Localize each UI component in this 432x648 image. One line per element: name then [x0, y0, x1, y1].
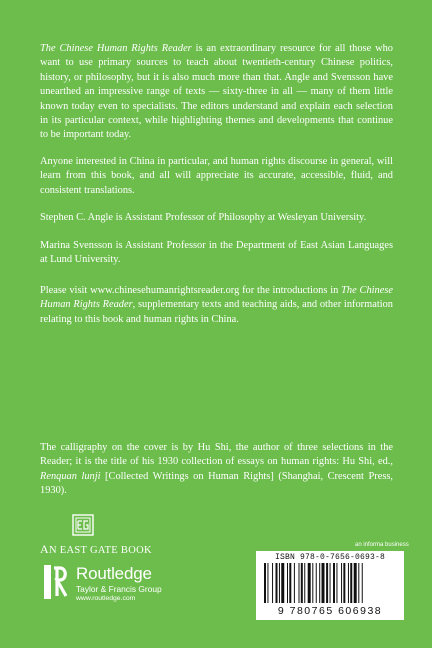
publisher-name: Routledge	[76, 564, 152, 583]
isbn-number: ISBN 978-0-7656-0693-8	[274, 553, 386, 562]
publisher-url: www.routledge.com	[76, 595, 136, 602]
intro-text: is an extraordinary resource for all those who want to use primary sources to teach about twentieth-century Chinese politics, history, or philosophy, but it is also much more than that. Angle and Svensson have unearthed an impressive range of texts — sixty-three in all — many of them little known today even to specialists. The editors understand and explain each selection in its particular context, while highlighting themes and developments that continue to be important today.	[40, 43, 393, 141]
publisher-group: Taylor & Francis Group	[76, 584, 162, 594]
author-bio-svensson: Marina Svensson is Assistant Professor in the Department of East Asian Languages at Lund University.	[40, 240, 393, 266]
informa-label: an informa business	[355, 542, 409, 548]
routledge-logo-icon	[44, 565, 70, 599]
intro-paragraph	[40, 42, 393, 143]
calligraphy-title: Renquan lunji	[40, 470, 101, 482]
book-title: The Chinese Human Rights Reader	[40, 285, 393, 311]
audience-paragraph: Anyone interested in China in particular, and human rights discourse in general, will learn from this book, and all will appreciate its accurate, accessible, fluid, and consistent translations.	[40, 156, 393, 196]
book-title: The Chinese Human Rights Reader	[40, 43, 192, 54]
calligraphy-note: The calligraphy on the cover is by Hu Shi, the author of three selections in the Reader; it is the title of his 1930 collection of essays on human rights: Hu Shi, ed., Renquan lunji [Collected Writings on Human Rights] (Shanghai, Crescent Press, 1930).	[40, 442, 393, 497]
barcode-image	[264, 563, 396, 603]
east-gate-logo-icon	[72, 514, 94, 536]
author-bio-angle: Stephen C. Angle is Assistant Professor of Philosophy at Wesleyan University.	[40, 212, 367, 223]
ean-digits: 9 780765 606938	[277, 605, 383, 617]
website-paragraph: Please visit www.chinesehumanrightsreader.org for the introductions in The Chinese Human Rights Reader, supplementary texts and teaching aids, and other information relating to this book and human rights in China.	[40, 285, 393, 325]
imprint-label: AN EAST GATE BOOK	[40, 542, 152, 556]
barcode-block	[256, 551, 404, 620]
